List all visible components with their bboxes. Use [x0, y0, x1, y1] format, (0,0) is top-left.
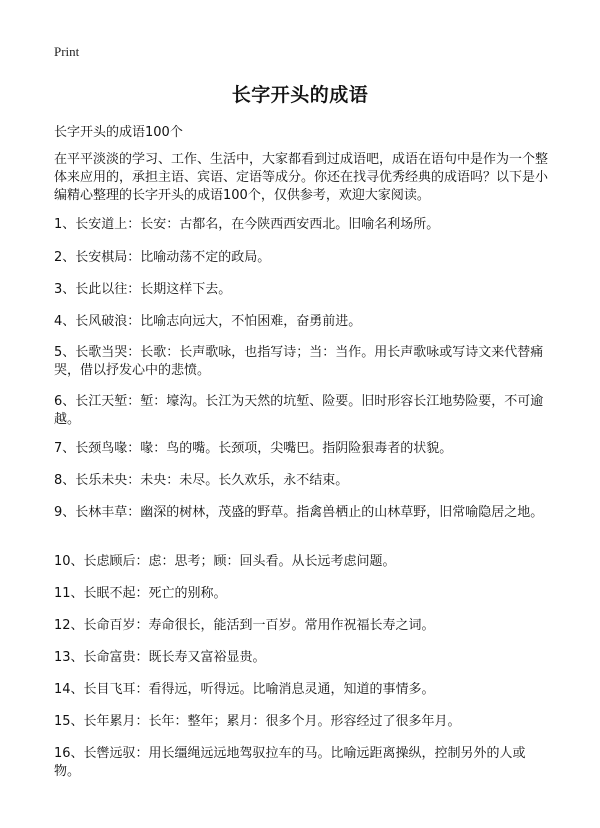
intro-paragraph: 在平平淡淡的学习、工作、生活中，大家都看到过成语吧，成语在语句中是作为一个整体来应用的，承担主语、宾语、定语等成分。你还在找寻优秀经典的成语吗？以下是小编精心整理的长字开头的成语100个，仅供参考，欢迎大家阅读。 — [54, 152, 549, 203]
idiom-entry: 1、长安道上：长安：古都名，在今陕西西安西北。旧喻名利场所。 — [54, 217, 440, 232]
idiom-entry: 6、长江天堑：堑：壕沟。长江为天然的坑堑、险要。旧时形容长江地势险要，不可逾越。 — [54, 394, 544, 427]
idiom-entry: 15、长年累月：长年：整年；累月：很多个月。形容经过了很多年月。 — [54, 714, 461, 729]
idiom-entry: 5、长歌当哭：长歌：长声歌咏，也指写诗；当：当作。用长声歌咏或写诗文来代替痛哭，借以抒发心中的悲愤。 — [54, 345, 544, 378]
idiom-entry: 9、长林丰草：幽深的树林，茂盛的野草。指禽兽栖止的山林草野，旧常喻隐居之地。 — [54, 505, 544, 520]
idiom-entry: 10、长虑顾后：虑：思考；顾：回头看。从长远考虑问题。 — [54, 554, 396, 569]
idiom-entry: 2、长安棋局：比喻动荡不定的政局。 — [54, 250, 271, 265]
idiom-entry: 8、长乐未央：未央：未尽。长久欢乐，永不结束。 — [54, 473, 349, 488]
idiom-entry: 16、长辔远驭：用长缰绳远远地驾驭拉车的马。比喻远距离操纵，控制另外的人或物。 — [54, 746, 526, 779]
idiom-entry: 14、长目飞耳：看得远，听得远。比喻消息灵通，知道的事情多。 — [54, 682, 435, 697]
idiom-entry: 12、长命百岁：寿命很长，能活到一百岁。常用作祝福长寿之词。 — [54, 618, 435, 633]
idiom-entry: 13、长命富贵：既长寿又富裕显贵。 — [54, 650, 266, 665]
idiom-entry: 7、长颈鸟喙：喙：鸟的嘴。长颈项，尖嘴巴。指阴险狠毒者的状貌。 — [54, 441, 453, 456]
idiom-entry: 11、长眠不起：死亡的别称。 — [54, 586, 227, 601]
print-link[interactable]: Print — [54, 44, 80, 59]
idiom-entry: 4、长风破浪：比喻志向远大，不怕困难，奋勇前进。 — [54, 314, 362, 329]
page-title: 长字开头的成语 — [231, 84, 369, 106]
idiom-entry: 3、长此以往：长期这样下去。 — [54, 282, 232, 297]
subtitle: 长字开头的成语100个 — [54, 125, 183, 140]
